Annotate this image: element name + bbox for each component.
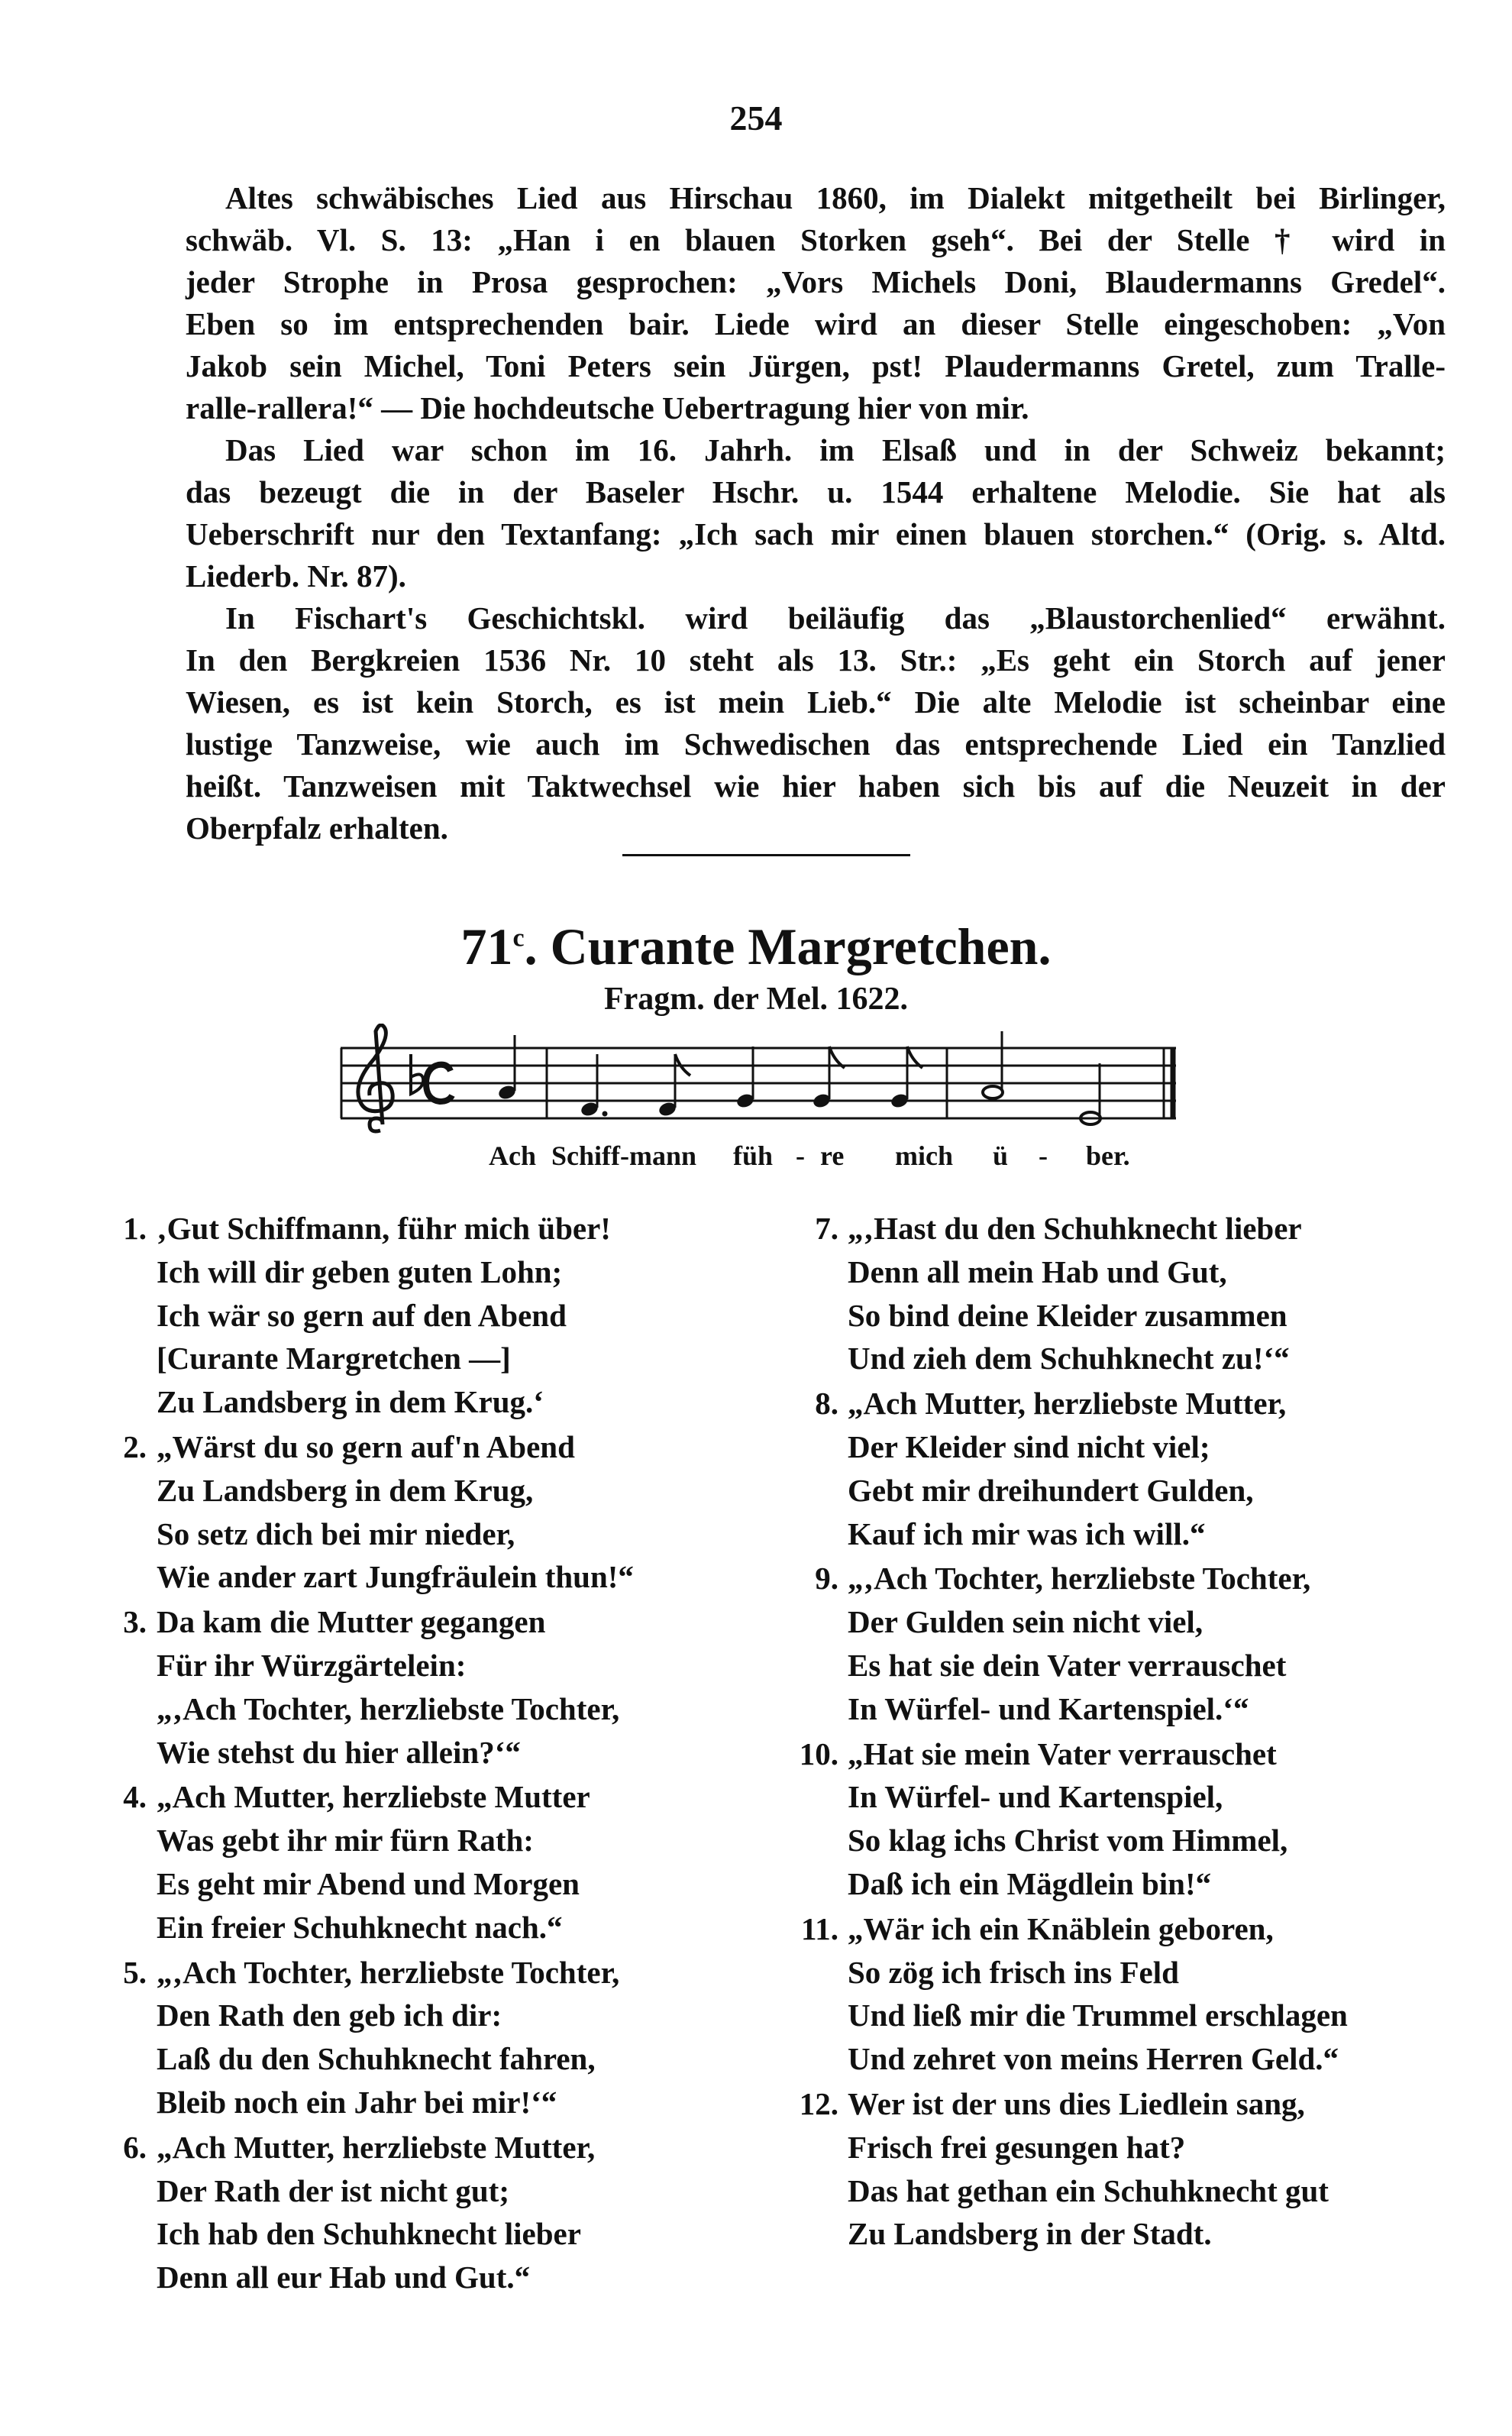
verse-line: Frisch frei gesungen hat? <box>848 2129 1186 2165</box>
verse-stanza <box>799 1732 1348 1906</box>
verse-line: In Würfel- und Kartenspiel, <box>848 1779 1223 1815</box>
verse-line: [Curante Margretchen —] <box>157 1341 511 1377</box>
verse-line: Denn all eur Hab und Gut.“ <box>157 2260 531 2295</box>
lyric-syllable: Schiff-mann <box>551 1140 697 1171</box>
text-line: Wiesen, es ist kein Storch, es ist mein Lieb.“ Die alte Melodie ist scheinbar eine <box>186 684 1446 720</box>
verse-stanza <box>799 2082 1348 2256</box>
commentary-paragraph <box>186 177 1446 429</box>
verse-line: So setz dich bei mir nieder, <box>157 1516 515 1551</box>
lyric-syllable: mich <box>895 1140 953 1171</box>
verse-line: Was gebt ihr mir fürn Rath: <box>157 1823 534 1859</box>
verse-line: ‚Gut Schiffmann, führ mich über! <box>157 1211 611 1246</box>
verses-right-column <box>799 1207 1348 2257</box>
verse-line: So klag ichs Christ vom Himmel, <box>848 1823 1288 1859</box>
verse-stanza <box>815 1207 1348 1380</box>
verse-line: Das hat gethan ein Schuhknecht gut <box>848 2172 1329 2208</box>
quarter-note <box>735 1047 755 1109</box>
verse-number: 7. <box>815 1211 838 1246</box>
verse-line: Ich hab den Schuhknecht lieber <box>157 2216 581 2252</box>
eighth-note <box>657 1054 690 1118</box>
text-line: das bezeugt die in der Baseler Hschr. u. 1544 erhaltene Melodie. Sie hat als <box>186 474 1446 510</box>
text-line: Das Lied war schon im 16. Jahrh. im Elsaß und in der Schweiz bekannt; <box>225 432 1446 467</box>
text-line: Altes schwäbisches Lied aus Hirschau 1860, im Dialekt mitgetheilt bei Birlinger, <box>225 180 1446 215</box>
text-line: heißt. Tanzweisen mit Taktwechsel wie hier haben sich bis auf die Neuzeit in der <box>186 768 1446 804</box>
verse-number: 6. <box>123 2129 147 2165</box>
verse-line: Es geht mir Abend und Morgen <box>157 1865 580 1901</box>
lyric-syllable: ü <box>993 1140 1009 1171</box>
verse-line: Ich will dir geben guten Lohn; <box>157 1254 563 1289</box>
verse-stanza <box>815 1382 1348 1555</box>
verse-stanza <box>123 2126 634 2299</box>
verse-line: Ein freier Schuhknecht nach.“ <box>157 1909 563 1945</box>
verse-line: „Wär ich ein Knäblein geboren, <box>848 1910 1274 1946</box>
verse-number: 10. <box>799 1736 838 1771</box>
verse-stanza <box>123 1207 634 1424</box>
verse-line: So zög ich frisch ins Feld <box>848 1954 1179 1990</box>
song-number-suffix: c <box>512 924 525 953</box>
text-line: Liederb. Nr. 87). <box>186 558 406 594</box>
verse-stanza <box>801 1907 1348 2081</box>
verse-line: „Ach Mutter, herzliebste Mutter, <box>848 1386 1287 1422</box>
lyric-syllable: re <box>820 1140 845 1171</box>
verse-line: Gebt mir dreihundert Gulden, <box>848 1472 1254 1508</box>
text-line: Jakob sein Michel, Toni Peters sein Jürgen, pst! Plaudermanns Gretel, zum Tralle- <box>186 348 1446 383</box>
verse-line: Wie stehst du hier allein?‘“ <box>157 1734 521 1770</box>
verse-number: 4. <box>123 1779 147 1815</box>
verse-number: 3. <box>123 1604 147 1640</box>
verses-left-column <box>123 1207 634 2301</box>
verse-line: Der Gulden sein nicht viel, <box>848 1604 1203 1640</box>
verse-line: Zu Landsberg in dem Krug, <box>157 1472 534 1508</box>
verse-number: 5. <box>123 1954 147 1990</box>
verse-line: Der Kleider sind nicht viel; <box>848 1428 1210 1464</box>
text-line: Eben so im entsprechenden bair. Liede wird an dieser Stelle eingeschoben: „Von <box>186 306 1446 341</box>
commentary-paragraph <box>186 429 1446 597</box>
melody-source: Fragm. der Mel. 1622. <box>603 982 909 1017</box>
song-title <box>0 917 1512 977</box>
verse-line: Laß du den Schuhknecht fahren, <box>157 2041 596 2077</box>
lyric-syllable: - <box>796 1140 805 1171</box>
flat-sign-icon <box>411 1054 423 1094</box>
verse-stanza <box>123 1775 634 1949</box>
verse-line: Denn all mein Hab und Gut, <box>848 1254 1227 1289</box>
verse-line: „‚Ach Tochter, herzliebste Tochter, <box>848 1561 1311 1597</box>
text-line: In Fischart's Geschichtskl. wird beiläufig das „Blaustorchenlied“ erwähnt. <box>225 600 1446 636</box>
staff-lines <box>341 1048 1176 1118</box>
verse-line: Da kam die Mutter gegangen <box>157 1604 546 1640</box>
verse-number: 2. <box>123 1428 147 1464</box>
verse-line: Daß ich ein Mägdlein bin!“ <box>848 1865 1212 1901</box>
section-divider <box>622 854 910 856</box>
verse-line: In Würfel- und Kartenspiel.‘“ <box>848 1690 1249 1726</box>
verse-line: „Hat sie mein Vater verrauschet <box>848 1736 1277 1771</box>
verse-line: „‚Ach Tochter, herzliebste Tochter, <box>157 1954 620 1990</box>
verse-line: Der Rath der ist nicht gut; <box>157 2172 509 2208</box>
verse-line: „‚Ach Tochter, herzliebste Tochter, <box>157 1690 620 1726</box>
treble-clef-icon <box>358 1025 393 1131</box>
text-line: Oberpfalz erhalten. <box>186 810 448 846</box>
verse-line: Und zieh dem Schuhknecht zu!‘“ <box>848 1341 1290 1377</box>
text-line: In den Bergkreien 1536 Nr. 10 steht als 13. Str.: „Es geht ein Storch auf jener <box>186 642 1446 678</box>
verse-line: Wer ist der uns dies Liedlein sang, <box>848 2085 1305 2121</box>
text-line: jeder Strophe in Prosa gesprochen: „Vors Michels Doni, Blaudermanns Gredel“. <box>186 264 1446 299</box>
verse-line: „Ach Mutter, herzliebste Mutter, <box>157 2129 596 2165</box>
verse-line: „Wärst du so gern auf'n Abend <box>157 1428 575 1464</box>
music-staff <box>336 1024 1184 1138</box>
verse-line: So bind deine Kleider zusammen <box>848 1297 1287 1333</box>
verse-line: Den Rath den geb ich dir: <box>157 1998 502 2033</box>
text-line: schwäb. Vl. S. 13: „Han i en blauen Storken gseh“. Bei der Stelle † wird in <box>186 222 1446 257</box>
verse-line: „‚Hast du den Schuhknecht lieber <box>848 1211 1302 1246</box>
song-number: 71 <box>460 917 513 975</box>
verse-number: 11. <box>801 1910 838 1946</box>
verse-line: Und ließ mir die Trummel erschlagen <box>848 1998 1348 2033</box>
verse-stanza <box>815 1557 1348 1730</box>
verse-number: 1. <box>123 1211 147 1246</box>
page-number: 254 <box>729 99 783 137</box>
half-note <box>1081 1063 1100 1124</box>
verse-line: Wie ander zart Jungfräulein thun!“ <box>157 1559 634 1595</box>
verse-line: Kauf ich mir was ich will.“ <box>848 1516 1206 1551</box>
text-line: lustige Tanzweise, wie auch im Schwedischen das entsprechende Lied ein Tanzlied <box>186 726 1446 762</box>
lyric-syllable: ber. <box>1086 1140 1130 1171</box>
verse-stanza <box>123 1600 634 1774</box>
verse-number: 8. <box>815 1386 838 1422</box>
lyric-syllable: füh <box>733 1140 774 1171</box>
verse-line: Für ihr Würzgärtelein: <box>157 1647 467 1683</box>
verse-line: Bleib noch ein Jahr bei mir!‘“ <box>157 2084 557 2120</box>
text-line: Ueberschrift nur den Textanfang: „Ich sach mir einen blauen storchen.“ (Orig. s. Altd. <box>186 516 1446 552</box>
verse-line: Zu Landsberg in der Stadt. <box>848 2216 1212 2252</box>
lyric-syllable: - <box>1039 1140 1048 1171</box>
verse-line: „Ach Mutter, herzliebste Mutter <box>157 1779 590 1815</box>
lyric-syllable: Ach <box>489 1140 536 1171</box>
dotted-quarter-note <box>580 1054 608 1118</box>
verse-line: Ich wär so gern auf den Abend <box>157 1297 567 1333</box>
verse-number: 12. <box>799 2085 838 2121</box>
text-line: ralle-rallera!“ — Die hochdeutsche Uebertragung hier von mir. <box>186 390 1029 425</box>
verse-line: Es hat sie dein Vater verrauschet <box>848 1647 1287 1683</box>
song-title-text: . Curante Margretchen. <box>524 917 1052 975</box>
verse-number: 9. <box>815 1561 838 1597</box>
verse-line: Und zehret von meins Herren Geld.“ <box>848 2041 1339 2077</box>
commentary-paragraph <box>186 597 1446 849</box>
verse-stanza <box>123 1425 634 1599</box>
verse-stanza <box>123 1951 634 2124</box>
quarter-note <box>497 1035 517 1101</box>
verse-line: Zu Landsberg in dem Krug.‘ <box>157 1384 544 1420</box>
